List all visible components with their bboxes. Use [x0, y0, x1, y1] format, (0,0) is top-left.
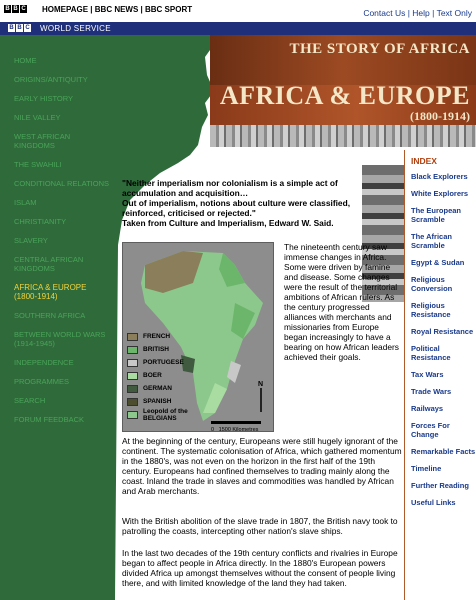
legend-spanish — [127, 395, 203, 408]
paragraph-3: With the British abolition of the slave trade in 1807, the British navy took to patrolling the coasts, intercepting other nation's slave ships. — [122, 516, 398, 536]
intro-quote — [122, 178, 362, 228]
index-link-religious-conversion[interactable]: Religious Conversion — [411, 275, 453, 293]
bbc-logo-letter: C — [25, 25, 30, 31]
bbc-logo-letter: C — [21, 6, 26, 12]
scale-start: 0 — [211, 427, 215, 433]
nav-between-world-wars[interactable]: BETWEEN WORLD WARS (1914-1945) — [14, 330, 106, 348]
legend-swatch — [127, 359, 138, 367]
legend-label: FRENCH — [143, 333, 171, 340]
banner-train-photo — [210, 125, 476, 147]
legend-label: BRITISH — [143, 346, 169, 353]
nav-conditional-relations[interactable]: CONDITIONAL RELATIONS — [14, 179, 110, 188]
world-service-label: WORLD SERVICE — [40, 24, 111, 33]
bbc-logo-letter: B — [5, 6, 10, 12]
page-title: AFRICA & EUROPE — [219, 81, 470, 110]
index-link-religious-resistance[interactable]: Religious Resistance — [411, 301, 451, 319]
bbc-logo-letter: B — [9, 25, 14, 31]
map-legend — [127, 330, 203, 421]
legend-label: PORTUGESE — [143, 359, 184, 366]
legend-portugese — [127, 356, 203, 369]
map-scale-bar — [211, 421, 261, 433]
legend-german — [127, 382, 203, 395]
index-link-egypt-sudan[interactable]: Egypt & Sudan — [411, 258, 465, 267]
nav-early-history[interactable]: EARLY HISTORY — [14, 94, 74, 103]
series-title: THE STORY OF AFRICA — [289, 41, 470, 57]
legend-swatch — [127, 398, 138, 406]
index-link-remarkable-facts[interactable]: Remarkable Facts — [411, 447, 476, 456]
index-link-african-scramble[interactable]: The African Scramble — [411, 232, 452, 250]
contact-us-link[interactable]: Contact Us — [363, 8, 406, 18]
left-nav — [14, 56, 109, 434]
text-only-link[interactable]: Text Only — [436, 8, 472, 18]
paragraph-1: The nineteenth century saw immense changes in Africa. Some were driven by famine and disease. Some changes were the result of the territorial ambitions of African rulers. As the century progressed alliances with merchants and missionaries from Europe began increasingly to have a bearing on how African leaders achieved their goals. — [284, 242, 399, 362]
legend-swatch — [127, 333, 138, 341]
colonial-africa-map — [122, 242, 274, 432]
scale-end: 1500 Kilometres — [218, 427, 259, 433]
legend-label: Leopold of the BELGIANS — [143, 407, 188, 422]
page-title-dates: (1800-1914) — [410, 109, 470, 123]
nav-search[interactable]: SEARCH — [14, 396, 46, 405]
legend-swatch — [127, 346, 138, 354]
paragraph-2: At the beginning of the century, Europeans were still hugely ignorant of the continent. The systematic colonisation of Africa, which gathered momentum in the 1880's, was not even on the horizon in the first half of the 19th century. Europeans had confined themselves to trading mainly along the coast. Inland the trade in slaves and commodities was handled by African and Arab merchants. — [122, 436, 402, 496]
nav-islam[interactable]: ISLAM — [14, 198, 37, 207]
index-link-european-scramble[interactable]: The European Scramble — [411, 206, 462, 224]
index-link-railways[interactable]: Railways — [411, 404, 444, 413]
legend-french — [127, 330, 203, 343]
nav-africa-europe[interactable]: AFRICA & EUROPE (1800-1914) — [14, 283, 87, 301]
index-link-black-explorers[interactable]: Black Explorers — [411, 172, 468, 181]
index-link-timeline[interactable]: Timeline — [411, 464, 442, 473]
index-link-white-explorers[interactable]: White Explorers — [411, 189, 469, 198]
index-link-royal-resistance[interactable]: Royal Resistance — [411, 327, 474, 336]
legend-label: GERMAN — [143, 385, 172, 392]
nav-programmes[interactable]: PROGRAMMES — [14, 377, 70, 386]
world-service-bar — [0, 22, 476, 35]
index-panel — [404, 150, 476, 600]
north-arrow-line — [258, 388, 266, 412]
nav-southern-africa[interactable]: SOUTHERN AFRICA — [14, 311, 86, 320]
legend-swatch — [127, 411, 138, 419]
nav-nile-valley[interactable]: NILE VALLEY — [14, 113, 61, 122]
bbc-world-service-logo[interactable] — [8, 24, 31, 32]
top-links: Contact Us | Help | Text Only — [363, 8, 472, 18]
index-link-tax-wars[interactable]: Tax Wars — [411, 370, 444, 379]
bbc-top-nav[interactable]: HOMEPAGE | BBC NEWS | BBC SPORT — [42, 5, 193, 14]
north-arrow-icon — [258, 381, 266, 414]
index-link-further-reading[interactable]: Further Reading — [411, 481, 469, 490]
legend-swatch — [127, 385, 138, 393]
index-title: INDEX — [411, 156, 437, 166]
nav-origins-antiquity[interactable]: ORIGINS/ANTIQUITY — [14, 75, 88, 84]
nav-independence[interactable]: INDEPENDENCE — [14, 358, 74, 367]
bbc-logo-letter: B — [13, 6, 18, 12]
nav-home[interactable]: HOME — [14, 56, 37, 65]
legend-label: SPANISH — [143, 398, 172, 405]
bbc-logo-letter: B — [17, 25, 22, 31]
index-link-useful-links[interactable]: Useful Links — [411, 498, 456, 507]
index-link-trade-wars[interactable]: Trade Wars — [411, 387, 452, 396]
legend-swatch — [127, 372, 138, 380]
page-banner — [210, 35, 476, 147]
nav-west-african-kingdoms[interactable]: WEST AFRICAN KINGDOMS — [14, 132, 71, 150]
quote-attribution: Taken from Culture and Imperialism, Edward W. Said. — [122, 218, 334, 228]
legend-boer — [127, 369, 203, 382]
legend-label: BOER — [143, 372, 162, 379]
north-label: N — [258, 381, 264, 388]
index-link-political-resistance[interactable]: Political Resistance — [411, 344, 451, 362]
bbc-logo[interactable] — [4, 5, 27, 13]
nav-slavery[interactable]: SLAVERY — [14, 236, 48, 245]
scale-bar-line — [211, 421, 261, 425]
legend-british — [127, 343, 203, 356]
paragraph-4: In the last two decades of the 19th century conflicts and rivalries in Europe began to affect people in Africa directly. In the 1880's European powers divided Africa up amongst themselves without the consent of people living there, and with limited knowledge of the land they had taken. — [122, 548, 398, 588]
top-bar — [0, 0, 476, 22]
quote-line: Out of imperialism, notions about culture were classified, reinforced, criticised or rejected." — [122, 198, 351, 218]
legend-belgians — [127, 408, 203, 421]
help-link[interactable]: Help — [412, 8, 430, 18]
index-link-forces-for-change[interactable]: Forces For Change — [411, 421, 450, 439]
nav-christianity[interactable]: CHRISTIANITY — [14, 217, 67, 226]
nav-the-swahili[interactable]: THE SWAHILI — [14, 160, 62, 169]
nav-forum-feedback[interactable]: FORUM FEEDBACK — [14, 415, 85, 424]
quote-line: "Neither imperialism nor colonialism is a simple act of accumulation and acquisition… — [122, 178, 338, 198]
nav-central-african-kingdoms[interactable]: CENTRAL AFRICAN KINGDOMS — [14, 255, 84, 273]
